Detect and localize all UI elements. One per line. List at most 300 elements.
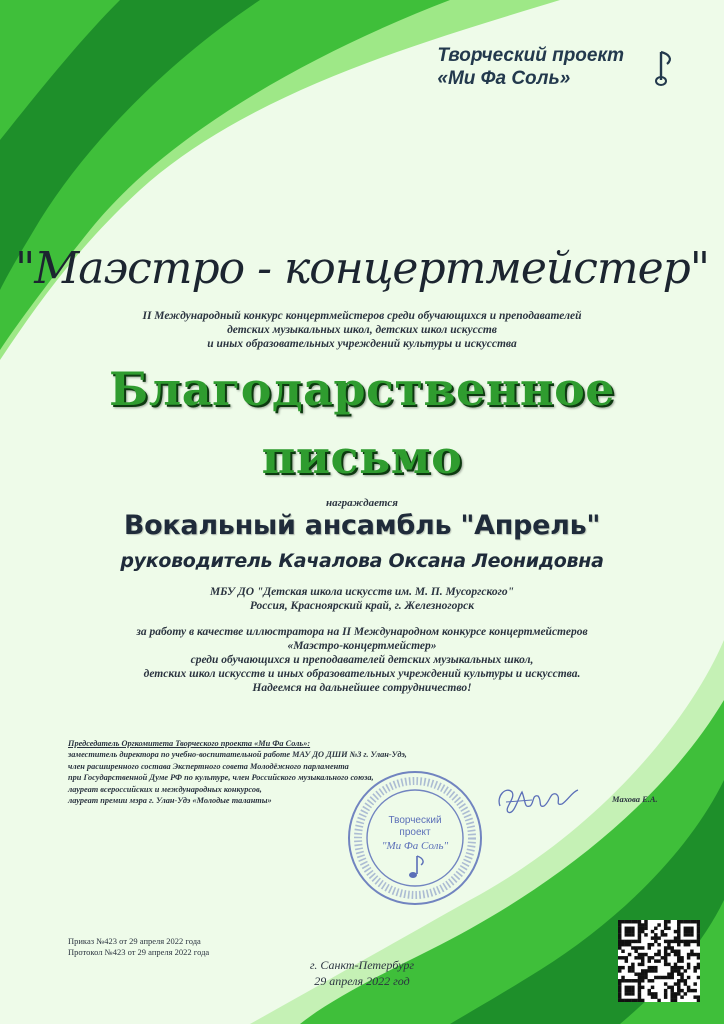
certificate-title-line2: письмо <box>261 430 463 484</box>
qr-module <box>687 930 690 933</box>
project-title-line2: «Ми Фа Соль» <box>437 68 571 89</box>
qr-module <box>621 950 624 953</box>
contest-desc-line: и иных образовательных учреждений культуры и искусства <box>207 338 517 350</box>
qr-module <box>670 969 673 972</box>
qr-module <box>690 940 693 943</box>
qr-module <box>667 963 670 966</box>
qr-module <box>674 999 677 1002</box>
qr-module <box>641 999 644 1002</box>
qr-module <box>690 933 693 936</box>
qr-module <box>677 992 680 995</box>
qr-module <box>654 976 657 979</box>
qr-module <box>621 940 624 943</box>
qr-module <box>631 979 634 982</box>
qr-module <box>638 953 641 956</box>
qr-module <box>618 979 621 982</box>
qr-module <box>648 959 651 962</box>
qr-module <box>667 927 670 930</box>
qr-module <box>638 972 641 975</box>
qr-module <box>628 940 631 943</box>
qr-module <box>664 923 667 926</box>
qr-module <box>664 959 667 962</box>
qr-module <box>697 936 700 939</box>
qr-module <box>625 999 628 1002</box>
qr-module <box>638 920 641 923</box>
qr-module <box>648 956 651 959</box>
qr-module <box>677 940 680 943</box>
qr-module <box>638 979 641 982</box>
qr-code <box>618 920 700 1002</box>
certificate-title-line1: Благодарственное <box>108 362 616 416</box>
issue-place-date <box>0 957 724 989</box>
qr-module <box>670 966 673 969</box>
qr-module <box>657 943 660 946</box>
reason-line: Надеемся на дальнейшее сотрудничество! <box>252 682 472 694</box>
qr-module <box>648 943 651 946</box>
qr-module <box>641 956 644 959</box>
reason-line: детских школ искусств и иных образовательных учреждений культуры и искусства. <box>143 668 581 680</box>
protocol-line: Протокол №423 от 29 апреля 2022 года <box>68 947 210 957</box>
qr-module <box>634 999 637 1002</box>
stamp-music-note-icon <box>409 856 423 878</box>
qr-module <box>680 976 683 979</box>
qr-module <box>697 956 700 959</box>
qr-module <box>644 972 647 975</box>
qr-module <box>664 989 667 992</box>
qr-module <box>677 966 680 969</box>
qr-module <box>628 927 631 930</box>
qr-module <box>697 930 700 933</box>
qr-module <box>651 943 654 946</box>
qr-module <box>654 969 657 972</box>
qr-module <box>664 920 667 923</box>
qr-module <box>690 927 693 930</box>
qr-module <box>697 999 700 1002</box>
qr-module <box>687 986 690 989</box>
qr-module <box>687 966 690 969</box>
qr-module <box>677 979 680 982</box>
qr-module <box>684 920 687 923</box>
qr-module <box>648 979 651 982</box>
qr-module <box>641 953 644 956</box>
qr-module <box>644 953 647 956</box>
recipient-name: Вокальный ансамбль "Апрель" <box>123 510 601 541</box>
qr-module <box>648 946 651 949</box>
qr-module <box>631 966 634 969</box>
qr-module <box>670 950 673 953</box>
qr-module <box>631 986 634 989</box>
qr-module <box>664 927 667 930</box>
qr-module <box>618 966 621 969</box>
qr-module <box>644 920 647 923</box>
qr-module <box>651 966 654 969</box>
qr-module <box>690 920 693 923</box>
qr-module <box>674 982 677 985</box>
qr-module <box>621 943 624 946</box>
qr-module <box>644 923 647 926</box>
qr-module <box>654 966 657 969</box>
qr-module <box>667 940 670 943</box>
qr-module <box>680 995 683 998</box>
qr-module <box>641 986 644 989</box>
qr-module <box>684 933 687 936</box>
qr-module <box>697 923 700 926</box>
qr-module <box>677 982 680 985</box>
qr-module <box>651 986 654 989</box>
qr-module <box>631 930 634 933</box>
qr-module <box>628 920 631 923</box>
qr-module <box>618 943 621 946</box>
qr-module <box>697 966 700 969</box>
qr-module <box>638 933 641 936</box>
qr-module <box>621 956 624 959</box>
qr-module <box>628 930 631 933</box>
chair-title: Председатель Оргкомитета Творческого проекта «Ми Фа Соль»: <box>68 739 311 748</box>
qr-module <box>674 936 677 939</box>
qr-module <box>677 927 680 930</box>
qr-module <box>648 966 651 969</box>
qr-module <box>684 943 687 946</box>
qr-module <box>697 920 700 923</box>
qr-module <box>657 950 660 953</box>
qr-module <box>690 950 693 953</box>
qr-module <box>641 976 644 979</box>
qr-module <box>657 959 660 962</box>
qr-module <box>677 943 680 946</box>
qr-module <box>618 920 621 923</box>
qr-module <box>625 992 628 995</box>
qr-module <box>674 953 677 956</box>
recipient-organization <box>0 585 724 613</box>
qr-module <box>638 986 641 989</box>
qr-module <box>628 943 631 946</box>
qr-module <box>684 979 687 982</box>
qr-module <box>670 976 673 979</box>
qr-module <box>631 933 634 936</box>
qr-module <box>618 940 621 943</box>
qr-module <box>664 982 667 985</box>
qr-module <box>680 979 683 982</box>
qr-module <box>625 940 628 943</box>
qr-module <box>641 979 644 982</box>
qr-module <box>638 982 641 985</box>
qr-module <box>697 933 700 936</box>
qr-module <box>670 940 673 943</box>
qr-module <box>618 933 621 936</box>
order-info <box>68 936 209 958</box>
qr-module <box>651 992 654 995</box>
qr-module <box>667 920 670 923</box>
qr-module <box>697 953 700 956</box>
qr-module <box>628 953 631 956</box>
qr-module <box>693 995 696 998</box>
qr-module <box>697 940 700 943</box>
qr-module <box>667 986 670 989</box>
stamp-text-line1: Творческий <box>388 815 442 826</box>
qr-module <box>664 953 667 956</box>
qr-module <box>661 976 664 979</box>
qr-module <box>631 927 634 930</box>
qr-module <box>638 956 641 959</box>
qr-module <box>680 959 683 962</box>
reason-line: за работу в качестве иллюстратора на II Международном конкурсе концертмейстеров <box>136 626 588 638</box>
qr-module <box>697 963 700 966</box>
issue-date: 29 апреля 2022 год <box>314 974 410 988</box>
qr-module <box>618 999 621 1002</box>
qr-module <box>674 969 677 972</box>
qr-module <box>687 940 690 943</box>
chair-line: заместитель директора по учебно-воспитательной работе МАУ ДО ДШИ №3 г. Улан-Удэ, <box>68 750 407 760</box>
qr-module <box>697 995 700 998</box>
qr-module <box>677 959 680 962</box>
qr-module <box>687 956 690 959</box>
qr-module <box>651 979 654 982</box>
qr-module <box>677 972 680 975</box>
qr-module <box>667 943 670 946</box>
qr-module <box>621 999 624 1002</box>
qr-module <box>618 936 621 939</box>
qr-module <box>693 953 696 956</box>
qr-module <box>687 953 690 956</box>
qr-module <box>674 966 677 969</box>
qr-module <box>641 972 644 975</box>
contest-desc-line: детских музыкальных школ, детских школ искусств <box>227 324 497 336</box>
qr-module <box>625 933 628 936</box>
qr-module <box>684 930 687 933</box>
qr-module <box>677 969 680 972</box>
qr-module <box>661 933 664 936</box>
qr-module <box>680 956 683 959</box>
qr-module <box>618 995 621 998</box>
qr-module <box>657 923 660 926</box>
qr-module <box>677 986 680 989</box>
qr-module <box>628 999 631 1002</box>
qr-module <box>651 936 654 939</box>
qr-module <box>667 976 670 979</box>
chair-line: лауреат премии мэра г. Улан-Удэ «Молодые таланты» <box>68 796 272 806</box>
qr-module <box>677 930 680 933</box>
qr-module <box>693 940 696 943</box>
qr-module <box>680 966 683 969</box>
qr-module <box>648 969 651 972</box>
official-stamp <box>345 768 485 908</box>
qr-module <box>641 927 644 930</box>
qr-module <box>631 989 634 992</box>
qr-module <box>628 989 631 992</box>
qr-module <box>644 969 647 972</box>
qr-module <box>634 950 637 953</box>
qr-module <box>651 930 654 933</box>
qr-module <box>687 976 690 979</box>
qr-module <box>618 989 621 992</box>
qr-module <box>634 979 637 982</box>
music-note-icon <box>655 50 677 88</box>
qr-module <box>638 989 641 992</box>
qr-module <box>618 946 621 949</box>
qr-module <box>644 927 647 930</box>
qr-module <box>618 956 621 959</box>
project-title-line1: Творческий проект <box>437 45 624 66</box>
qr-module <box>621 920 624 923</box>
qr-module <box>638 999 641 1002</box>
qr-module <box>638 930 641 933</box>
qr-module <box>667 972 670 975</box>
org-line: МБУ ДО "Детская школа искусств им. М. П. Мусоргского" <box>209 586 515 598</box>
qr-module <box>684 927 687 930</box>
qr-module <box>644 933 647 936</box>
qr-module <box>625 930 628 933</box>
qr-module <box>638 963 641 966</box>
signer-name: Махова Е.А. <box>612 794 658 804</box>
stamp-text-line2: проект <box>399 827 431 838</box>
qr-module <box>677 953 680 956</box>
qr-module <box>661 956 664 959</box>
qr-module <box>631 920 634 923</box>
qr-module <box>690 953 693 956</box>
qr-module <box>693 969 696 972</box>
chair-line: лауреат всероссийских и международных конкурсов, <box>68 784 262 794</box>
qr-module <box>670 989 673 992</box>
qr-module <box>674 940 677 943</box>
qr-module <box>644 976 647 979</box>
qr-module <box>634 956 637 959</box>
qr-module <box>641 946 644 949</box>
qr-module <box>641 963 644 966</box>
qr-module <box>641 930 644 933</box>
qr-module <box>693 989 696 992</box>
contest-description <box>0 309 724 351</box>
qr-module <box>641 923 644 926</box>
qr-module <box>664 946 667 949</box>
qr-module <box>638 976 641 979</box>
qr-module <box>638 936 641 939</box>
qr-module <box>648 989 651 992</box>
qr-module <box>625 989 628 992</box>
qr-module <box>657 999 660 1002</box>
qr-module <box>687 943 690 946</box>
qr-module <box>664 992 667 995</box>
qr-module <box>693 982 696 985</box>
qr-module <box>674 950 677 953</box>
contest-desc-line: II Международный конкурс концертмейстеров среди обучающихся и преподавателей <box>142 310 582 322</box>
qr-module <box>684 982 687 985</box>
qr-module <box>670 946 673 949</box>
qr-module <box>631 999 634 1002</box>
qr-module <box>674 930 677 933</box>
qr-module <box>638 995 641 998</box>
qr-module <box>657 936 660 939</box>
qr-module <box>654 936 657 939</box>
qr-module <box>680 972 683 975</box>
qr-module <box>631 969 634 972</box>
qr-module <box>621 976 624 979</box>
qr-module <box>677 920 680 923</box>
qr-module <box>693 920 696 923</box>
contest-title: "Маэстро - концертмейстер" <box>14 243 710 294</box>
reason-line: среди обучающихся и преподавателей детских музыкальных школ, <box>190 654 534 666</box>
qr-module <box>634 940 637 943</box>
qr-module <box>687 933 690 936</box>
qr-module <box>618 923 621 926</box>
qr-module <box>687 963 690 966</box>
issue-city: г. Санкт-Петербург <box>309 958 415 972</box>
qr-module <box>654 940 657 943</box>
qr-module <box>677 936 680 939</box>
qr-module <box>628 966 631 969</box>
qr-module <box>687 920 690 923</box>
qr-module <box>684 969 687 972</box>
qr-module <box>618 992 621 995</box>
qr-module <box>628 992 631 995</box>
qr-module <box>648 992 651 995</box>
qr-module <box>631 963 634 966</box>
org-line: Россия, Красноярский край, г. Железногорск <box>249 600 475 612</box>
qr-module <box>618 969 621 972</box>
qr-module <box>664 976 667 979</box>
qr-module <box>677 923 680 926</box>
qr-module <box>618 930 621 933</box>
qr-module <box>697 927 700 930</box>
qr-module <box>628 969 631 972</box>
qr-module <box>628 979 631 982</box>
qr-module <box>677 933 680 936</box>
qr-module <box>697 976 700 979</box>
qr-module <box>667 953 670 956</box>
qr-module <box>677 989 680 992</box>
qr-module <box>625 920 628 923</box>
qr-module <box>690 989 693 992</box>
qr-module <box>687 927 690 930</box>
qr-module <box>661 930 664 933</box>
qr-module <box>631 992 634 995</box>
qr-module <box>625 956 628 959</box>
qr-module <box>664 933 667 936</box>
qr-module <box>638 946 641 949</box>
qr-module <box>621 979 624 982</box>
qr-module <box>651 956 654 959</box>
qr-module <box>628 933 631 936</box>
qr-module <box>625 959 628 962</box>
order-line: Приказ №423 от 29 апреля 2022 года <box>68 936 201 946</box>
award-reason <box>0 625 724 695</box>
qr-module <box>618 927 621 930</box>
qr-module <box>618 986 621 989</box>
qr-module <box>628 986 631 989</box>
qr-module <box>664 940 667 943</box>
qr-module <box>657 976 660 979</box>
qr-module <box>631 946 634 949</box>
chair-line: член расширенного состава Экспертного совета Молодёжного парламента <box>68 761 349 771</box>
qr-module <box>654 992 657 995</box>
handwritten-signature <box>492 778 582 818</box>
qr-module <box>670 995 673 998</box>
qr-module <box>677 950 680 953</box>
project-title <box>437 44 624 90</box>
qr-module <box>651 995 654 998</box>
qr-module <box>657 953 660 956</box>
awarded-label: награждается <box>326 497 398 509</box>
qr-module <box>680 940 683 943</box>
stamp-text-line3: "Ми Фа Соль" <box>381 840 449 852</box>
qr-module <box>641 969 644 972</box>
qr-module <box>638 940 641 943</box>
qr-module <box>664 950 667 953</box>
qr-module <box>654 959 657 962</box>
qr-module <box>693 966 696 969</box>
qr-module <box>618 982 621 985</box>
qr-module <box>677 956 680 959</box>
qr-module <box>690 930 693 933</box>
